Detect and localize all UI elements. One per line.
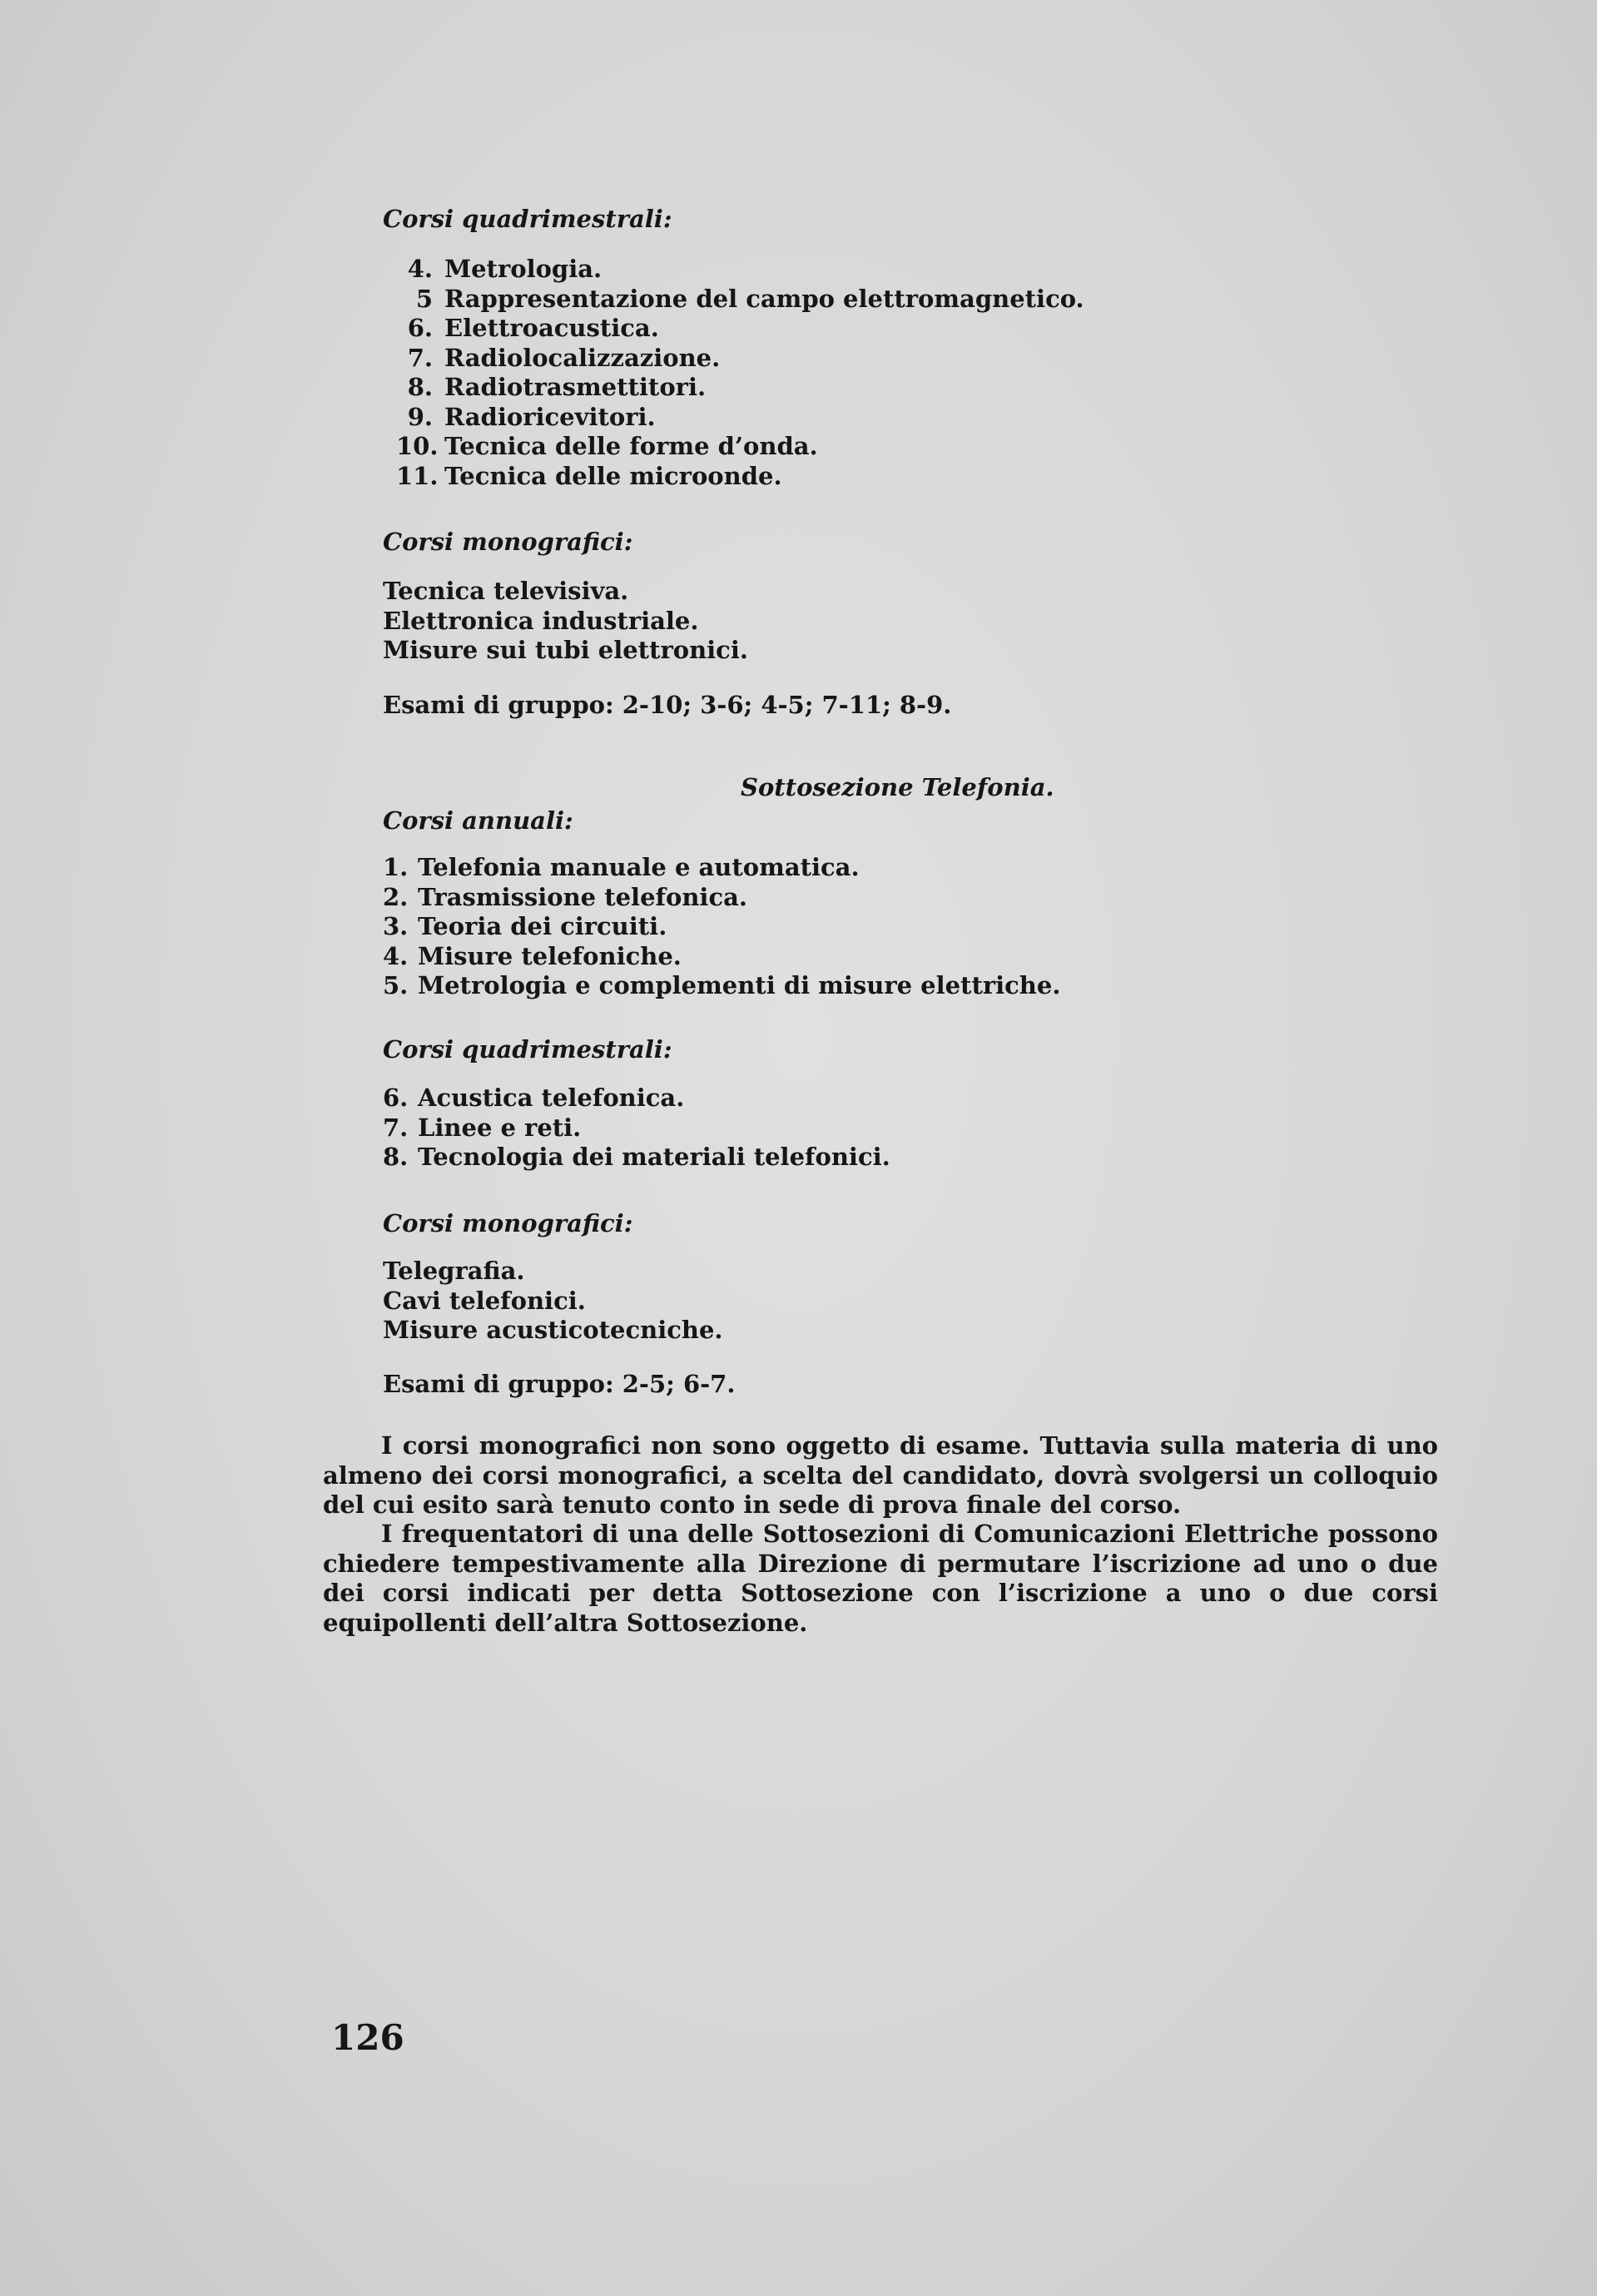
monographic-course-item: Cavi telefonici.: [383, 1286, 586, 1315]
list-item-text: Radiolocalizzazione.: [444, 343, 721, 372]
list-item-text: Metrologia.: [444, 255, 603, 283]
quadrimestral-heading-1: Corsi quadrimestrali:: [383, 205, 672, 233]
monographic-list-2: [383, 1257, 723, 1346]
group-exams-2: Esami di gruppo: 2-5; 6-7.: [383, 1370, 736, 1398]
list-item-number: 8.: [383, 1143, 409, 1171]
list-item-number: 4.: [383, 941, 409, 970]
monographic-course-item: Elettronica industriale.: [383, 606, 699, 635]
list-item-text: Teoria dei circuiti.: [418, 912, 667, 940]
list-item-text: Linee e reti.: [418, 1113, 582, 1142]
course-item: [383, 912, 1060, 942]
annual-heading: Corsi annuali:: [383, 806, 573, 835]
list-item-text: Acustica telefonica.: [418, 1084, 685, 1112]
list-item-number: 8.: [407, 373, 433, 401]
course-item: [383, 971, 1060, 1001]
monographic-course-item: Misure sui tubi elettronici.: [383, 636, 748, 664]
list-item-text: Tecnica delle microonde.: [444, 461, 782, 490]
list-item-text: Misure telefoniche.: [418, 941, 682, 970]
group-exams-1: Esami di gruppo: 2-10; 3-6; 4-5; 7-11; 8-9.: [383, 691, 952, 719]
list-item-number: 6.: [383, 1084, 409, 1112]
monographic-heading-2: Corsi monografici:: [383, 1209, 633, 1237]
course-item: [396, 314, 1084, 344]
list-item-number: 4.: [407, 255, 433, 283]
quadrimestral-list-1: [396, 255, 1084, 491]
course-item: [396, 285, 1084, 315]
monographic-heading-1: Corsi monografici:: [383, 528, 633, 556]
list-item-number: 5: [415, 284, 433, 313]
list-item-text: Elettroacustica.: [444, 314, 659, 342]
list-item-number: 2.: [383, 882, 409, 911]
subsection-title: Sottosezione Telefonia.: [741, 773, 1054, 801]
list-item-number: 9.: [407, 402, 433, 431]
list-item-number: 11.: [396, 461, 439, 490]
course-item: [396, 344, 1084, 374]
list-item-text: Metrologia e complementi di misure elettriche.: [418, 971, 1061, 999]
course-item: [396, 255, 1084, 285]
course-item: [396, 403, 1084, 433]
monographic-course-item: Tecnica televisiva.: [383, 577, 629, 605]
course-item: [383, 1143, 890, 1173]
list-item-text: Radioricevitori.: [444, 402, 656, 431]
list-item-text: Tecnica delle forme d’onda.: [444, 432, 818, 460]
monographic-course-item: Misure acusticotecniche.: [383, 1316, 723, 1344]
course-item: [383, 853, 1060, 883]
course-item: [383, 1084, 890, 1113]
course-item: [396, 462, 1084, 492]
list-item-number: 5.: [383, 971, 409, 999]
monographic-list-1: [383, 577, 748, 666]
course-item: [396, 373, 1084, 403]
quadrimestral-list-2: [383, 1084, 890, 1173]
list-item-number: 3.: [383, 912, 409, 940]
list-item-text: Telefonia manuale e automatica.: [418, 853, 860, 881]
annual-list: [383, 853, 1060, 1001]
list-item-text: Tecnologia dei materiali telefonici.: [418, 1143, 890, 1171]
note-paragraph-1: I corsi monografici non sono oggetto di esame. Tuttavia sulla materia di uno almeno dei corsi monografici, a scelta del candidato, dovrà svolgersi un colloquio del cui esito sarà tenuto conto in sede di prova finale del corso.: [323, 1431, 1438, 1519]
course-item: [396, 432, 1084, 462]
course-item: [383, 1113, 890, 1143]
quadrimestral-heading-2: Corsi quadrimestrali:: [383, 1035, 672, 1064]
list-item-text: Rappresentazione del campo elettromagnetico.: [444, 284, 1084, 313]
list-item-number: 6.: [407, 314, 433, 342]
list-item-text: Radiotrasmettitori.: [444, 373, 707, 401]
monographic-course-item: Telegrafia.: [383, 1257, 525, 1285]
list-item-number: 1.: [383, 853, 409, 881]
note-paragraph-2: I frequentatori di una delle Sottosezioni di Comunicazioni Elettriche possono chiedere tempestivamente alla Direzione di permutare l’iscrizione ad uno o due dei corsi indicati per detta Sottosezione con l’iscrizione a uno o due corsi equipollenti dell’altra Sottosezione.: [323, 1520, 1438, 1637]
list-item-text: Trasmissione telefonica.: [418, 882, 747, 911]
list-item-number: 7.: [383, 1113, 409, 1142]
course-item: [383, 942, 1060, 972]
list-item-number: 7.: [407, 343, 433, 372]
course-item: [383, 883, 1060, 913]
page-number: 126: [331, 2017, 404, 2058]
list-item-number: 10.: [396, 432, 439, 460]
